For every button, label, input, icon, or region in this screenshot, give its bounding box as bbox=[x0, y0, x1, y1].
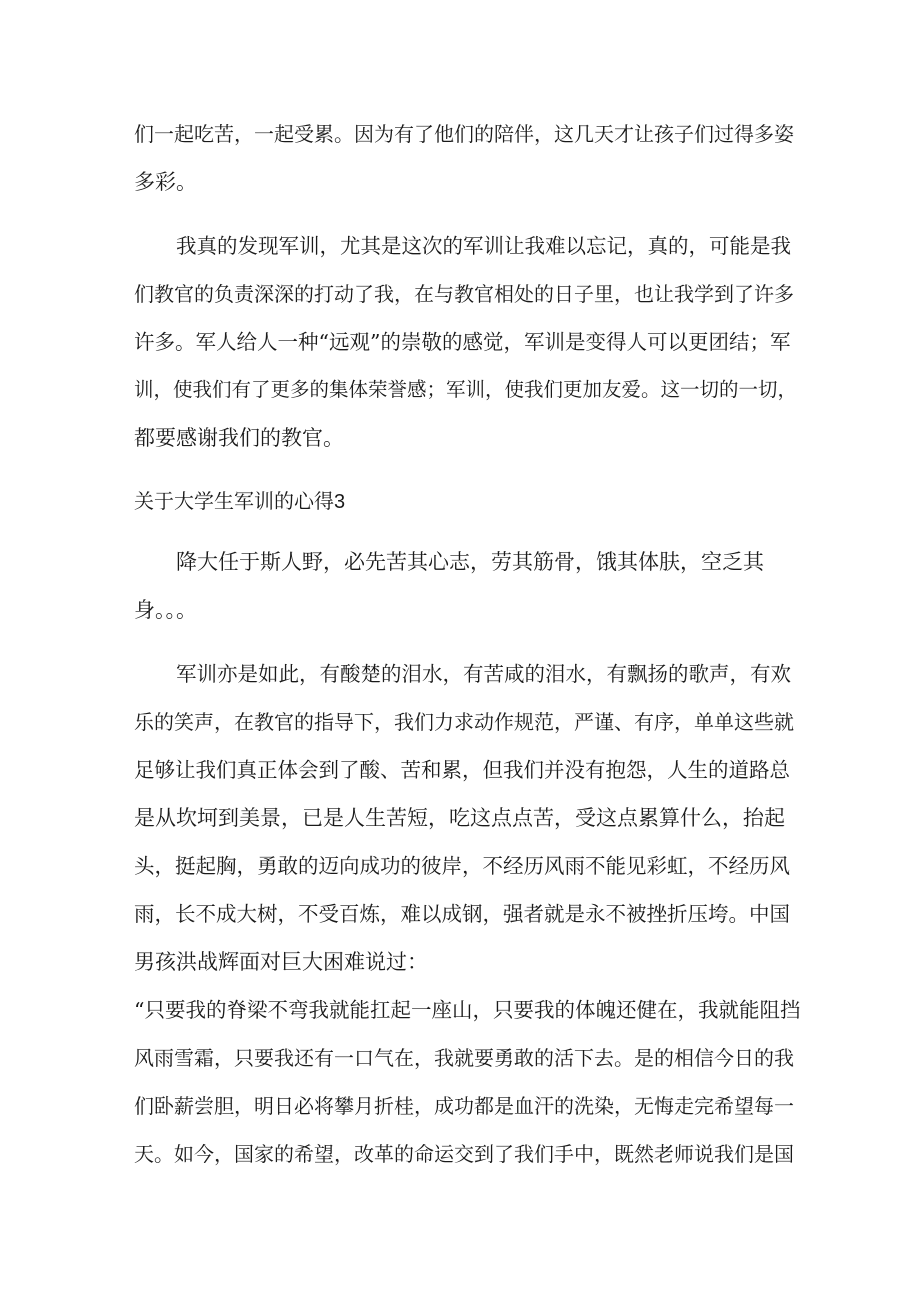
paragraph-4-line-7: 男孩洪战辉面对巨大困难说过： bbox=[134, 950, 428, 974]
paragraph-1-line-1: 们一起吃苦，一起受累。因为有了他们的陪伴，这几天才让孩子们过得多姿 bbox=[134, 122, 794, 146]
section-heading: 关于大学生军训的心得3 bbox=[134, 491, 346, 513]
paragraph-4-line-3: 足够让我们真正体会到了酸、苦和累，但我们并没有抱怨，人生的道路总 bbox=[134, 758, 790, 782]
paragraph-5-line-1: “只要我的脊梁不弯我就能扛起一座山，只要我的体魄还健在，我就能阻挡 bbox=[134, 998, 801, 1022]
paragraph-3-line-2: 身。。。 bbox=[134, 598, 197, 622]
paragraph-4-line-5: 头，挺起胸，勇敢的迈向成功的彼岸，不经历风雨不能见彩虹，不经历风 bbox=[134, 854, 790, 878]
paragraph-1-line-2: 多彩。 bbox=[134, 170, 197, 194]
paragraph-4-line-6: 雨，长不成大树，不受百炼，难以成钢，强者就是永不被挫折压垮。中国 bbox=[134, 902, 790, 926]
paragraph-2-line-2: 们教官的负责深深的打动了我，在与教官相处的日子里，也让我学到了许多 bbox=[134, 282, 794, 306]
paragraph-2-line-4: 训，使我们有了更多的集体荣誉感；军训，使我们更加友爱。这一切的一切， bbox=[134, 378, 798, 401]
paragraph-5-line-2: 风雨雪霜，只要我还有一口气在，我就要勇敢的活下去。是的相信今日的我 bbox=[134, 1046, 794, 1070]
paragraph-2-line-5: 都要感谢我们的教官。 bbox=[134, 426, 344, 450]
paragraph-4-line-4: 是从坎坷到美景，已是人生苦短，吃这点点苦，受这点累算什么，抬起 bbox=[134, 806, 785, 830]
paragraph-4-line-1: 军训亦是如此，有酸楚的泪水，有苦咸的泪水，有飘扬的歌声，有欢 bbox=[176, 662, 791, 686]
paragraph-4-line-2: 乐的笑声，在教官的指导下，我们力求动作规范，严谨、有序，单单这些就 bbox=[134, 710, 794, 734]
paragraph-2-line-3: 许多。军人给人一种“远观”的崇敬的感觉，军训是变得人可以更团结；军 bbox=[134, 330, 791, 354]
paragraph-5-line-4: 天。如今，国家的希望，改革的命运交到了我们手中，既然老师说我们是国 bbox=[134, 1142, 794, 1166]
paragraph-2-line-1: 我真的发现军训，尤其是这次的军训让我难以忘记，真的，可能是我 bbox=[176, 234, 791, 258]
paragraph-3-line-1: 降大任于斯人野，必先苦其心志，劳其筋骨，饿其体肤，空乏其 bbox=[176, 550, 764, 574]
paragraph-5-line-3: 们卧薪尝胆，明日必将攀月折桂，成功都是血汗的洗染，无悔走完希望每一 bbox=[134, 1094, 794, 1118]
